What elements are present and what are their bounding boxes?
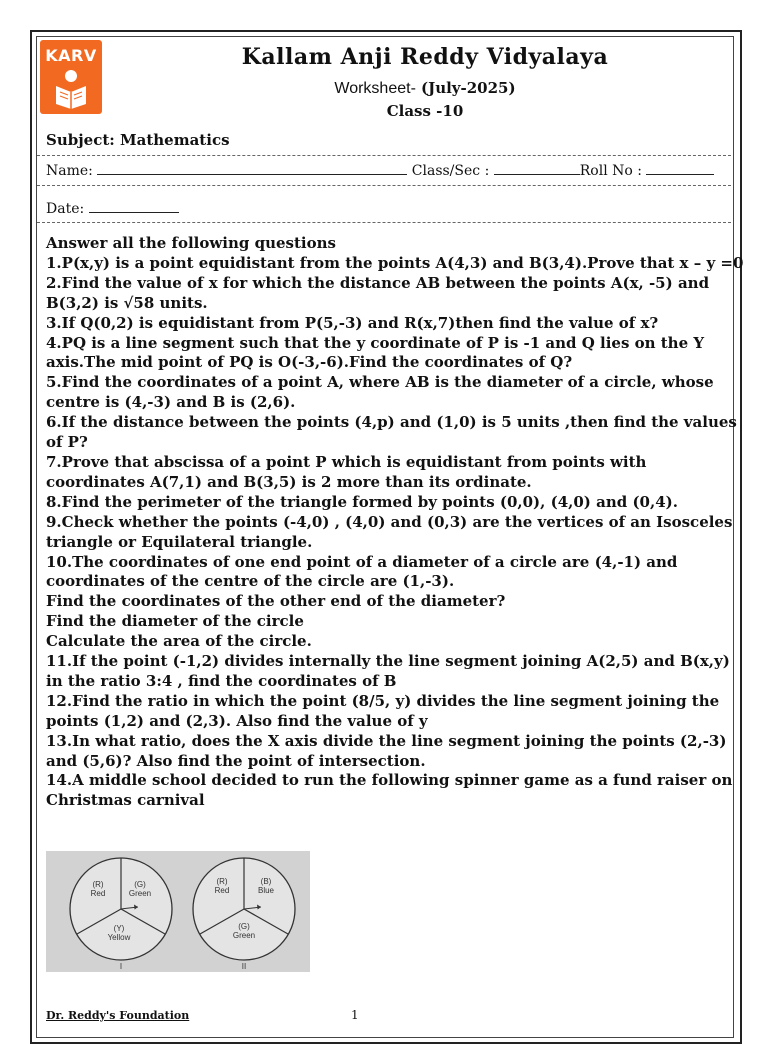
question-line: and (5,6)? Also find the point of intersection.	[46, 751, 426, 770]
question-line: centre is (4,-3) and B is (2,6).	[46, 393, 296, 412]
question-line: Find the diameter of the circle	[46, 612, 304, 631]
date-blank[interactable]	[89, 200, 179, 213]
question-line: 1.P(x,y) is a point equidistant from the points A(4,3) and B(3,4).Prove that x – y =0	[46, 253, 744, 272]
question-line: of P?	[46, 433, 88, 452]
name-blank[interactable]	[97, 162, 407, 175]
question-line: 5.Find the coordinates of a point A, where AB is the diameter of a circle, whose	[46, 373, 714, 392]
name-row	[46, 162, 714, 179]
class-label: Class -10	[386, 102, 464, 120]
question-line: 7.Prove that abscissa of a point P which is equidistant from points with	[46, 452, 647, 471]
school-name: Kallam Anji Reddy Vidyalaya	[241, 44, 609, 70]
subject-label: Subject: Mathematics	[46, 131, 230, 149]
reading-child-icon	[52, 68, 90, 110]
question-line: 8.Find the perimeter of the triangle formed by points (0,0), (4,0) and (0,4).	[46, 492, 678, 511]
question-list	[46, 234, 744, 811]
class-sec-blank[interactable]	[494, 162, 580, 175]
divider	[37, 155, 731, 156]
page-number: 1	[351, 1008, 359, 1022]
sector-code: (G)	[134, 880, 146, 889]
question-line: 12.Find the ratio in which the point (8/5, y) divides the line segment joining the	[46, 691, 720, 710]
sector-code: (R)	[92, 880, 104, 889]
sector-name: Red	[214, 886, 230, 895]
class-sec-label: Class/Sec :	[411, 163, 490, 179]
question-line: points (1,2) and (2,3). Also find the value of y	[46, 711, 428, 730]
worksheet-date: (July-2025)	[421, 79, 516, 97]
name-label: Name:	[46, 163, 93, 179]
question-line: 6.If the distance between the points (4,p) and (1,0) is 5 units ,then find the values	[46, 413, 737, 432]
sector-code: (R)	[216, 877, 228, 886]
sector-name: Green	[232, 931, 256, 940]
sector-name: Blue	[257, 886, 275, 895]
spinner-figure	[46, 851, 310, 972]
date-label: Date:	[46, 201, 85, 217]
school-logo	[40, 40, 102, 114]
question-line: B(3,2) is √58 units.	[46, 293, 208, 312]
footer-foundation: Dr. Reddy's Foundation	[46, 1009, 190, 1022]
question-line: Christmas carnival	[46, 791, 205, 810]
question-line: Find the coordinates of the other end of the diameter?	[46, 592, 506, 611]
question-line: coordinates A(7,1) and B(3,5) is 2 more than its ordinate.	[46, 472, 532, 491]
instructions: Answer all the following questions	[46, 234, 336, 252]
spinner-numeral: I	[119, 962, 123, 971]
spinner-photo	[46, 851, 310, 972]
sector-code: (B)	[260, 877, 272, 886]
worksheet-label: Worksheet-	[334, 80, 416, 97]
divider	[37, 222, 731, 223]
question-line: 10.The coordinates of one end point of a diameter of a circle are (4,-1) and	[46, 552, 678, 571]
question-line: 9.Check whether the points (-4,0) , (4,0) and (0,3) are the vertices of an Isosceles	[46, 512, 733, 531]
question-line: 11.If the point (-1,2) divides internally the line segment joining A(2,5) and B(x,y)	[46, 652, 730, 671]
question-line: 14.A middle school decided to run the following spinner game as a fund raiser on	[46, 771, 733, 790]
question-line: 2.Find the value of x for which the distance AB between the points A(x, -5) and	[46, 273, 710, 292]
sector-name: Green	[128, 889, 152, 898]
question-line: 13.In what ratio, does the X axis divide the line segment joining the points (2,-3)	[46, 731, 727, 750]
sector-code: (Y)	[113, 924, 125, 933]
logo-text: KARV	[45, 46, 97, 65]
question-line: 3.If Q(0,2) is equidistant from P(5,-3) and R(x,7)then find the value of x?	[46, 313, 659, 332]
divider	[37, 185, 731, 186]
sector-name: Yellow	[107, 933, 131, 942]
roll-label: Roll No :	[579, 163, 642, 179]
question-line: axis.The mid point of PQ is O(-3,-6).Find the coordinates of Q?	[46, 353, 573, 372]
question-line: triangle or Equilateral triangle.	[46, 532, 313, 551]
sector-code: (G)	[238, 922, 250, 931]
question-line: 4.PQ is a line segment such that the y coordinate of P is -1 and Q lies on the Y	[46, 333, 705, 352]
worksheet-heading	[110, 78, 740, 98]
date-row	[46, 200, 179, 217]
question-line: Calculate the area of the circle.	[46, 632, 312, 651]
sector-name: Red	[90, 889, 106, 898]
roll-blank[interactable]	[646, 162, 714, 175]
question-line: coordinates of the centre of the circle are (1,-3).	[46, 572, 455, 591]
question-line: in the ratio 3:4 , find the coordinates of B	[46, 671, 397, 690]
spinner-numeral: II	[241, 962, 247, 971]
